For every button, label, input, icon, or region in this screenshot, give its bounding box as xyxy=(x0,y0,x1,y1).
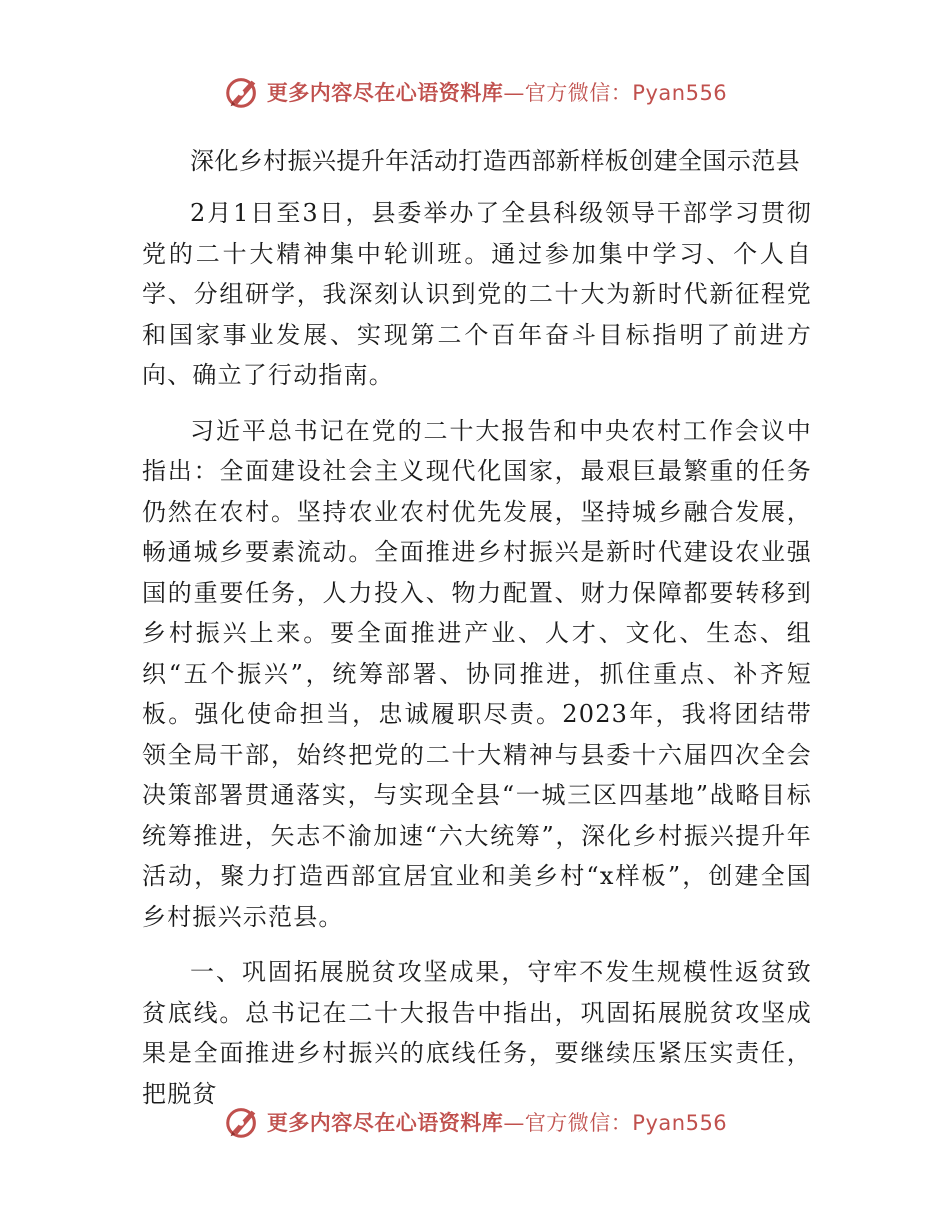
document-body xyxy=(142,141,812,1129)
banner-text xyxy=(267,77,727,107)
pen-circle-icon xyxy=(223,73,261,111)
document-title: 深化乡村振兴提升年活动打造西部新样板创建全国示范县 xyxy=(190,147,800,175)
banner-text-main: 更多内容尽在心语资料库 xyxy=(266,1111,504,1135)
pen-circle-icon xyxy=(223,1103,261,1141)
banner-text-tail: —官方微信：Pyan556 xyxy=(503,81,728,105)
banner-text-tail: —官方微信：Pyan556 xyxy=(503,1111,728,1135)
footer-banner xyxy=(0,1100,950,1144)
banner-inner xyxy=(223,73,727,111)
banner-text xyxy=(267,1107,727,1137)
paragraph-3: 一、巩固拓展脱贫攻坚成果，守牢不发生规模性返贫致贫底线。总书记在二十大报告中指出，巩固拓展脱贫攻坚成果是全面推进乡村振兴的底线任务，要继续压紧压实责任，把脱贫 xyxy=(142,958,812,1108)
header-banner xyxy=(0,70,950,114)
banner-inner xyxy=(223,1103,727,1141)
paragraph-1: 2月1日至3日，县委举办了全县科级领导干部学习贯彻党的二十大精神集中轮训班。通过参加集中学习、个人自学、分组研学，我深刻认识到党的二十大为新时代新征程党和国家事业发展、实现第二个百年奋斗目标指明了前进方向、确立了行动指南。 xyxy=(142,199,812,389)
banner-text-main: 更多内容尽在心语资料库 xyxy=(266,81,504,105)
paragraph-2: 习近平总书记在党的二十大报告和中央农村工作会议中指出：全面建设社会主义现代化国家，最艰巨最繁重的任务仍然在农村。坚持农业农村优先发展，坚持城乡融合发展，畅通城乡要素流动。全面推进乡村振兴是新时代建设农业强国的重要任务，人力投入、物力配置、财力保障都要转移到乡村振兴上来。要全面推进产业、人才、文化、生态、组织“五个振兴”，统筹部署、协同推进，抓住重点、补齐短板。强化使命担当，忠诚履职尽责。2023年，我将团结带领全局干部，始终把党的二十大精神与县委十六届四次全会决策部署贯通落实，与实现全县“一城三区四基地”战略目标统筹推进，矢志不渝加速“六大统筹”，深化乡村振兴提升年活动，聚力打造西部宜居宜业和美乡村“x样板”，创建全国乡村振兴示范县。 xyxy=(142,416,812,931)
